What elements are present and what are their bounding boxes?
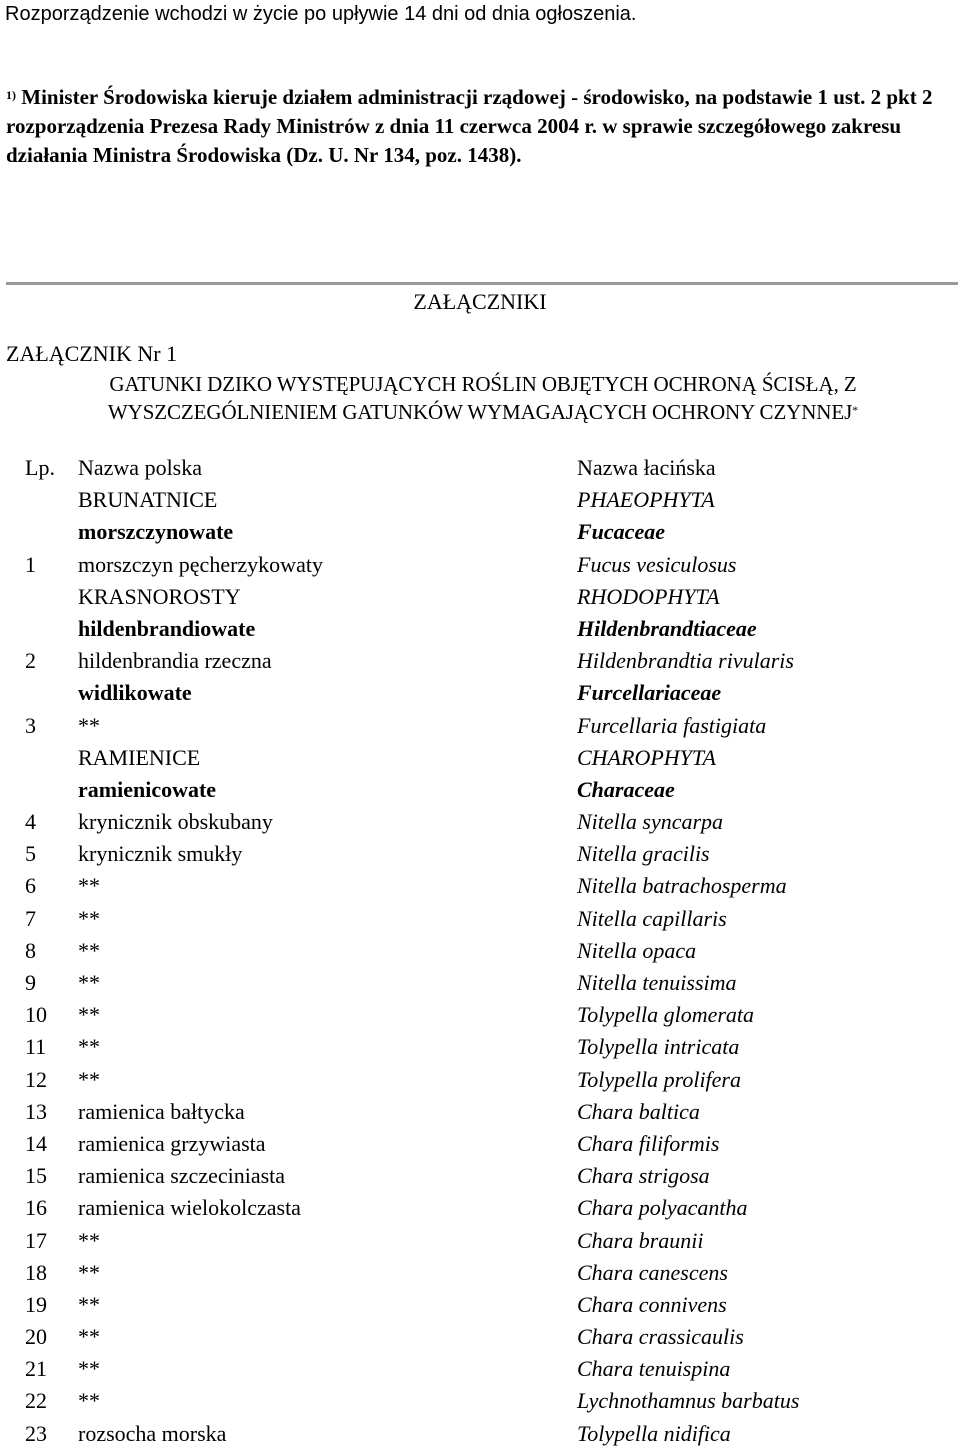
table-header-row — [0, 452, 960, 484]
latin-name: Nitella syncarpa — [577, 809, 724, 835]
latin-name: Chara strigosa — [577, 1163, 710, 1189]
row-number: 5 — [25, 841, 36, 867]
latin-name: Hildenbrandtia rivularis — [577, 648, 794, 674]
table-row — [0, 1289, 960, 1321]
polish-name: ** — [78, 1002, 100, 1028]
latin-name: Chara baltica — [577, 1098, 700, 1124]
row-number: 22 — [25, 1388, 47, 1414]
table-row — [0, 1096, 960, 1128]
latin-name: Nitella gracilis — [577, 841, 710, 867]
latin-name: Chara tenuispina — [577, 1356, 731, 1382]
row-number: 19 — [25, 1291, 47, 1317]
family-row — [0, 613, 960, 645]
latin-name: Chara braunii — [577, 1227, 704, 1253]
polish-name: morszczynowate — [78, 519, 234, 545]
polish-name: ** — [78, 1324, 100, 1350]
section-divider — [6, 282, 958, 285]
row-number: 12 — [25, 1066, 47, 1092]
latin-name: RHODOPHYTA — [577, 583, 720, 609]
table-row — [0, 645, 960, 677]
polish-name: ** — [78, 712, 100, 738]
polish-name: ** — [78, 905, 100, 931]
table-row — [0, 1064, 960, 1096]
polish-name: ** — [78, 873, 100, 899]
polish-name: ** — [78, 1259, 100, 1285]
latin-name: Fucus vesiculosus — [577, 551, 737, 577]
latin-name: Furcellariaceae — [577, 680, 722, 706]
table-row — [0, 838, 960, 870]
latin-name: Characeae — [577, 776, 675, 802]
row-number: 16 — [25, 1195, 47, 1221]
latin-name: Chara polyacantha — [577, 1195, 748, 1221]
latin-name: Nitella batrachosperma — [577, 873, 787, 899]
polish-name: morszczyn pęcherzykowaty — [78, 551, 323, 577]
division-row — [0, 581, 960, 613]
row-number: 18 — [25, 1259, 47, 1285]
row-number: 15 — [25, 1163, 47, 1189]
annex-heading-marker: * — [852, 403, 859, 417]
latin-name: Chara connivens — [577, 1291, 727, 1317]
family-row — [0, 677, 960, 709]
polish-name: ramienica bałtycka — [78, 1098, 245, 1124]
polish-name: hildenbrandiowate — [78, 615, 256, 641]
polish-name: BRUNATNICE — [78, 487, 218, 513]
table-row — [0, 1418, 960, 1450]
table-row — [0, 806, 960, 838]
family-row — [0, 516, 960, 548]
latin-name: Tolypella intricata — [577, 1034, 740, 1060]
row-number: 20 — [25, 1324, 47, 1350]
latin-name: Nitella capillaris — [577, 905, 727, 931]
family-row — [0, 774, 960, 806]
polish-name: ** — [78, 937, 100, 963]
latin-name: Chara canescens — [577, 1259, 728, 1285]
latin-name: Tolypella glomerata — [577, 1002, 755, 1028]
table-row — [0, 549, 960, 581]
table-row — [0, 1128, 960, 1160]
table-row — [0, 870, 960, 902]
table-row — [0, 1321, 960, 1353]
row-number: 2 — [25, 648, 36, 674]
table-row — [0, 1031, 960, 1063]
table-row — [0, 903, 960, 935]
division-row — [0, 742, 960, 774]
latin-name: Fucaceae — [577, 519, 665, 545]
column-header-lp: Lp. — [25, 455, 55, 480]
polish-name: ramienicowate — [78, 776, 217, 802]
latin-name: Chara crassicaulis — [577, 1324, 744, 1350]
row-number: 4 — [25, 809, 36, 835]
latin-name: PHAEOPHYTA — [577, 487, 715, 513]
polish-name: rozsocha morska — [78, 1420, 227, 1446]
table-row — [0, 1192, 960, 1224]
row-number: 21 — [25, 1356, 47, 1382]
latin-name: Nitella opaca — [577, 937, 697, 963]
row-number: 3 — [25, 712, 36, 738]
row-number: 9 — [25, 970, 36, 995]
annex-heading — [6, 370, 960, 426]
table-row — [0, 1385, 960, 1417]
polish-name: krynicznik smukły — [78, 841, 243, 867]
table-row — [0, 1225, 960, 1257]
division-row — [0, 484, 960, 516]
polish-name: ramienica wielokolczasta — [78, 1195, 301, 1221]
polish-name: KRASNOROSTY — [78, 583, 241, 609]
latin-name: Tolypella nidifica — [577, 1420, 731, 1446]
latin-name: CHAROPHYTA — [577, 744, 716, 770]
polish-name: ** — [78, 970, 100, 995]
annex-title: ZAŁĄCZNIKI — [413, 289, 547, 314]
table-row — [0, 999, 960, 1031]
polish-name: krynicznik obskubany — [78, 809, 273, 835]
row-number: 14 — [25, 1130, 47, 1156]
footnote — [6, 83, 958, 170]
annex-number: ZAŁĄCZNIK Nr 1 — [6, 341, 178, 366]
latin-name: Lychnothamnus barbatus — [577, 1388, 800, 1414]
column-header-latin: Nazwa łacińska — [577, 455, 716, 480]
row-number: 8 — [25, 937, 36, 963]
column-header-polish: Nazwa polska — [78, 455, 203, 480]
polish-name: ramienica grzywiasta — [78, 1130, 266, 1156]
annex-heading-text: GATUNKI DZIKO WYSTĘPUJĄCYCH ROŚLIN OBJĘTYCH OCHRONĄ ŚCISŁĄ, Z WYSZCZEGÓLNIENIEM GATUNKÓW WYMAGAJĄCYCH OCHRONY CZYNNEJ — [107, 372, 857, 424]
intro-text: Rozporządzenie wchodzi w życie po upływie 14 dni od dnia ogłoszenia. — [5, 3, 637, 25]
polish-name: ** — [78, 1356, 100, 1382]
table-row — [0, 935, 960, 967]
table-row — [0, 967, 960, 999]
row-number: 6 — [25, 873, 36, 899]
polish-name: ** — [78, 1291, 100, 1317]
polish-name: hildenbrandia rzeczna — [78, 648, 272, 674]
row-number: 11 — [25, 1034, 47, 1060]
row-number: 23 — [25, 1420, 47, 1446]
polish-name: ** — [78, 1066, 100, 1092]
footnote-text: Minister Środowiska kieruje działem administracji rządowej - środowisko, na podstawie 1 ust. 2 pkt 2 rozporządzenia Prezesa Rady Ministrów z dnia 11 czerwca 2004 r. w sprawie szczegółowego zakresu działania Ministra Środowiska (Dz. U. Nr 134, poz. 1438). — [6, 85, 933, 167]
row-number: 7 — [25, 905, 36, 931]
polish-name: ** — [78, 1388, 100, 1414]
table-row — [0, 1160, 960, 1192]
latin-name: Hildenbrandtiaceae — [577, 615, 757, 641]
row-number: 17 — [25, 1227, 47, 1253]
row-number: 1 — [25, 551, 36, 577]
species-table — [0, 452, 960, 1450]
row-number: 10 — [25, 1002, 47, 1028]
table-row — [0, 710, 960, 742]
latin-name: Furcellaria fastigiata — [577, 712, 767, 738]
latin-name: Nitella tenuissima — [577, 970, 737, 995]
table-row — [0, 1257, 960, 1289]
table-row — [0, 1353, 960, 1385]
latin-name: Tolypella prolifera — [577, 1066, 741, 1092]
polish-name: RAMIENICE — [78, 744, 201, 770]
polish-name: ** — [78, 1227, 100, 1253]
table-body — [0, 484, 960, 1450]
polish-name: widlikowate — [78, 680, 192, 706]
latin-name: Chara filiformis — [577, 1130, 720, 1156]
polish-name: ramienica szczeciniasta — [78, 1163, 286, 1189]
footnote-marker: 1) — [6, 88, 16, 102]
polish-name: ** — [78, 1034, 100, 1060]
row-number: 13 — [25, 1098, 47, 1124]
